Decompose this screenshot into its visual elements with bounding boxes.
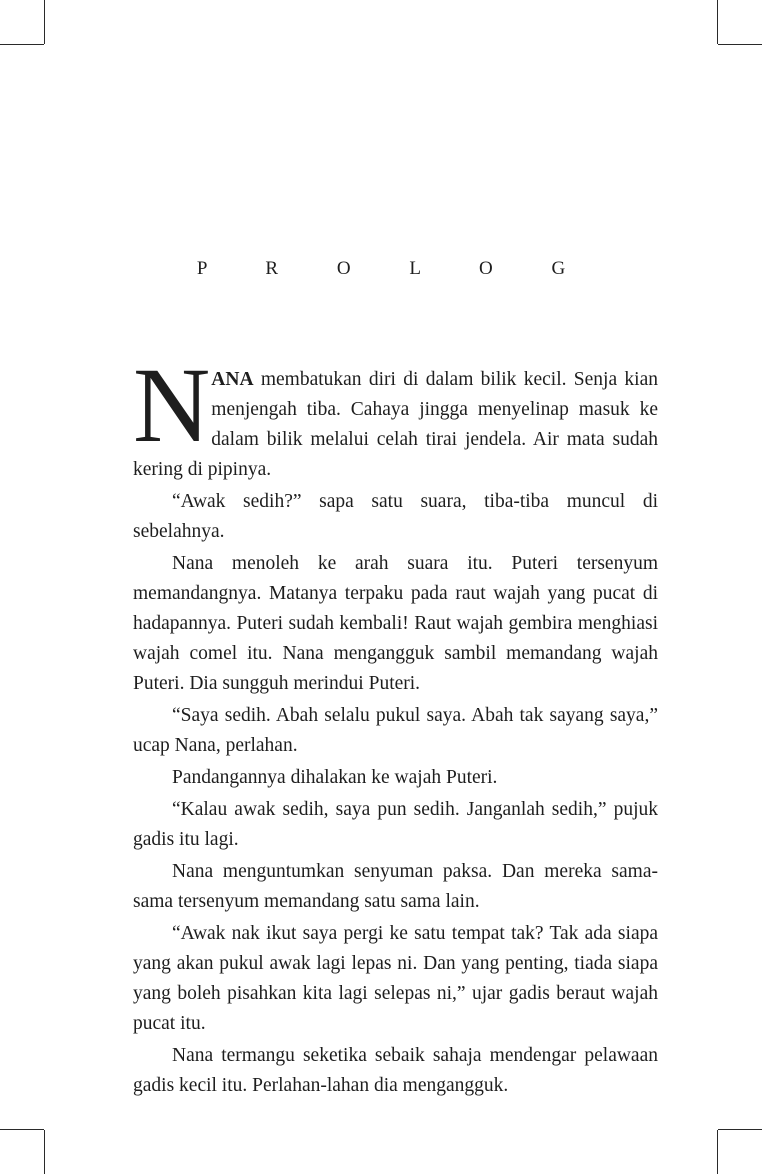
paragraph: “Awak nak ikut saya pergi ke satu tempat tak? Tak ada siapa yang akan pukul awak lagi lepas ni. Dan yang penting, tiada siapa yang boleh pisahkan kita lagi selepas ni,” ujar gadis beraut wajah pucat itu. xyxy=(133,923,658,1034)
chapter-title: P R O L O G xyxy=(196,258,593,279)
paragraph: Pandangannya dihalakan ke wajah Puteri. xyxy=(172,767,498,788)
paragraph: Nana menguntumkan senyuman paksa. Dan mereka sama-sama tersenyum memandang satu sama lain. xyxy=(133,861,658,912)
opening-text: membatukan diri di dalam bilik kecil. Senja kian menjengah tiba. Cahaya jingga menyelinap masuk ke dalam bilik melalui celah tirai jendela. Air mata sudah kering di pipinya. xyxy=(133,369,658,480)
crop-mark-bottom-left-vertical xyxy=(44,1130,45,1174)
crop-mark-top-right-vertical xyxy=(717,0,718,44)
crop-mark-top-left-vertical xyxy=(44,0,45,44)
lead-word: ANA xyxy=(211,369,254,390)
crop-mark-bottom-right-horizontal xyxy=(718,1129,762,1130)
crop-mark-top-right-horizontal xyxy=(718,44,762,45)
crop-mark-top-left-horizontal xyxy=(0,44,44,45)
drop-cap: N xyxy=(133,347,209,465)
crop-mark-bottom-right-vertical xyxy=(717,1130,718,1174)
paragraph: “Awak sedih?” sapa satu suara, tiba-tiba muncul di sebelahnya. xyxy=(133,491,658,542)
body-text xyxy=(133,347,658,1101)
paragraph: Nana menoleh ke arah suara itu. Puteri tersenyum memandangnya. Matanya terpaku pada raut wajah yang pucat di hadapannya. Puteri sudah kembali! Raut wajah gembira menghiasi wajah comel itu. Nana mengangguk sambil memandang wajah Puteri. Dia sungguh merindui Puteri. xyxy=(133,553,658,694)
paragraph: “Kalau awak sedih, saya pun sedih. Janganlah sedih,” pujuk gadis itu lagi. xyxy=(133,799,658,850)
crop-mark-bottom-left-horizontal xyxy=(0,1129,44,1130)
paragraph: “Saya sedih. Abah selalu pukul saya. Abah tak sayang saya,” ucap Nana, perlahan. xyxy=(133,705,658,756)
paragraph: Nana termangu seketika sebaik sahaja mendengar pelawaan gadis kecil itu. Perlahan-lahan dia mengangguk. xyxy=(133,1045,658,1096)
opening-paragraph xyxy=(133,347,658,485)
